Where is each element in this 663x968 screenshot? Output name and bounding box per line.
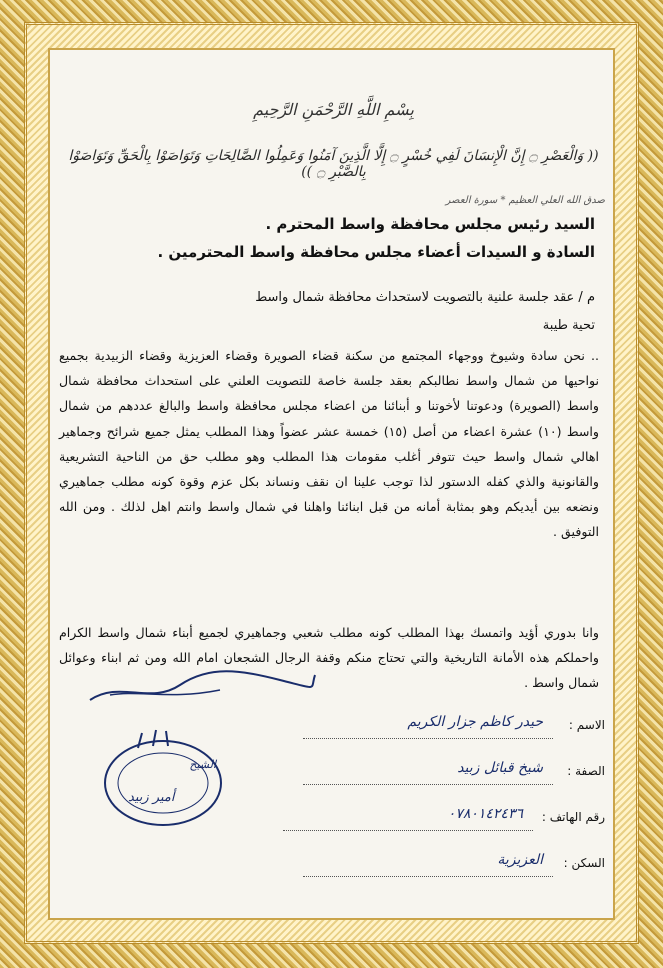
residence-dotline — [303, 876, 553, 877]
residence-value: العزيزية — [497, 852, 543, 868]
name-value: حيدر كاظم جزار الكريم — [407, 714, 543, 730]
phone-dotline — [283, 830, 533, 831]
title-value: شيخ قبائل زبيد — [457, 760, 543, 776]
verse-source: صدق الله العلي العظيم * سورة العصر — [445, 195, 605, 206]
addressee-line-1: السيد رئيس مجلس محافظة واسط المحترم . — [265, 215, 595, 233]
seal-text-top: الشيخ — [189, 758, 216, 771]
seal-icon — [98, 728, 228, 838]
title-label: الصفة : — [567, 764, 605, 778]
residence-label: السكن : — [563, 856, 605, 870]
body-paragraph-1: .. نحن سادة وشيوخ ووجهاء المجتمع من سكنة قضاء الصويرة وقضاء العزيزية وقضاء الزبيدية بجميع نواحيها من شمال واسط نطالبكم بعقد جلسة خاصة للتصويت العلني على استحداث محافظة شمال واسط (الصويرة) ودعوتنا لأخوتنا و أبنائنا من اعضاء مجلس محافظة واسط والبالغ عددهم من شمال واسط (١٠) عشرة اعضاء من أصل (١٥) خمسة عشر عضواً وهذا المطلب يمثل جميع شرائح وجماهير اهالي شمال واسط حيث تتوفر أغلب مقومات هذا المطلب وهو مطلب حق من الناحية التشريعية والقانونية والذي كفله الدستور لذا توجب علينا ان نقف ونساند بكل عزم وقوة كونه مطلب جماهيري ونضعه بين أيديكم وهو بمثابة أمانه من قبل ابنائنا واهلنا في شمال واسط وانتم اهل لذلك . ومن الله التوفيق . — [59, 348, 599, 540]
bismillah: بِسْمِ اللَّهِ الرَّحْمَنِ الرَّحِيمِ — [253, 100, 414, 119]
title-dotline — [303, 784, 553, 785]
signature-scribble — [80, 660, 320, 710]
quran-verse: (( وَالْعَصْرِ ۝ إِنَّ الْإِنسَانَ لَفِي خُسْرٍ ۝ إِلَّا الَّذِينَ آمَنُوا وَعَمِلُوا الصَّالِحَاتِ وَتَوَاصَوْا بِالْحَقِّ وَتَوَاصَوْا بِالصَّبْرِ ۝ )) — [68, 148, 599, 180]
body-paragraph-2: وانا بدوري أؤيد واتمسك بهذا المطلب كونه مطلب شعبي وجماهيري لجميع أبناء شمال واسط الكرام واحملكم هذه الأمانة التاريخية والتي تحتاج منكم وقفة الرجال الشجعان امام الله ومن ثم ابناء وعوائل شمال واسط . — [59, 625, 599, 690]
name-label: الاسم : — [568, 718, 605, 732]
phone-value: ٠٧٨٠١٤٢٤٣٦ — [447, 806, 523, 822]
seal-text-bottom: أمير زبيد — [128, 790, 175, 805]
document-sheet — [48, 48, 615, 920]
phone-label: رقم الهاتف : — [541, 810, 605, 824]
official-seal — [98, 728, 228, 838]
greeting: تحية طيبة — [542, 318, 595, 333]
subject-line: م / عقد جلسة علنية بالتصويت لاستحداث محافظة شمال واسط — [255, 290, 595, 305]
name-dotline — [303, 738, 553, 739]
addressee-line-2: السادة و السيدات أعضاء مجلس محافظة واسط المحترمين . — [157, 243, 595, 261]
